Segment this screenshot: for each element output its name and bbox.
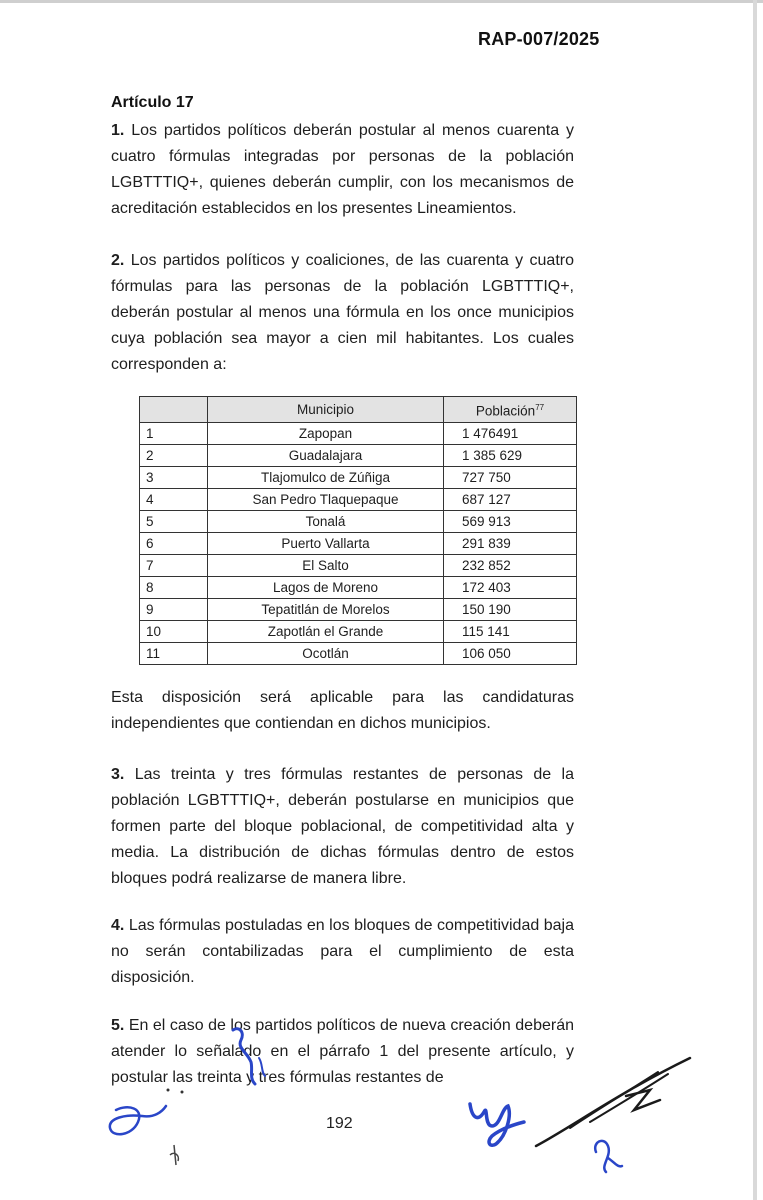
poblacion-cell: 727 750 — [444, 466, 577, 488]
table-row — [140, 598, 577, 620]
municipio-cell: Lagos de Moreno — [208, 576, 444, 598]
row-number-cell: 11 — [140, 642, 208, 664]
table-row — [140, 576, 577, 598]
municipio-cell: Tepatitlán de Morelos — [208, 598, 444, 620]
paragraph-2 — [111, 248, 574, 378]
poblacion-cell: 106 050 — [444, 642, 577, 664]
poblacion-label: Población — [475, 403, 536, 419]
table-row — [140, 620, 577, 642]
header-cell-municipio: Municipio — [208, 397, 444, 423]
paragraph-number: 5. — [111, 1017, 125, 1034]
poblacion-cell: 569 913 — [444, 510, 577, 532]
table-row — [140, 466, 577, 488]
row-number-cell: 4 — [140, 488, 208, 510]
page-number: 192 — [326, 1115, 353, 1132]
poblacion-cell: 687 127 — [444, 488, 577, 510]
municipios-table — [139, 396, 577, 665]
row-number-cell: 1 — [140, 422, 208, 444]
municipio-cell: San Pedro Tlaquepaque — [208, 488, 444, 510]
paragraph-4 — [111, 913, 574, 991]
table-row — [140, 554, 577, 576]
paragraph-text: Los partidos políticos y coaliciones, de las cuarenta y cuatro fórmulas para las personas de la población LGBTTTIQ+, deberán postular al menos una fórmula en los once municipios cuya población sea mayor a cien mil habitantes. Los cuales corresponden a: — [111, 252, 574, 373]
page-right-edge — [753, 0, 757, 1200]
municipio-cell: Guadalajara — [208, 444, 444, 466]
row-number-cell: 10 — [140, 620, 208, 642]
poblacion-cell: 172 403 — [444, 576, 577, 598]
paragraph-1 — [111, 118, 574, 222]
row-number-cell: 6 — [140, 532, 208, 554]
row-number-cell: 9 — [140, 598, 208, 620]
row-number-cell: 8 — [140, 576, 208, 598]
footnote-marker: 77 — [535, 403, 545, 412]
row-number-cell: 7 — [140, 554, 208, 576]
table-row — [140, 488, 577, 510]
signature-right — [530, 1050, 700, 1180]
row-number-cell: 2 — [140, 444, 208, 466]
paragraph-text: Las fórmulas postuladas en los bloques de competitividad baja no serán contabilizadas para el cumplimiento de esta disposición. — [111, 917, 574, 986]
document-code: RAP-007/2025 — [478, 29, 600, 49]
paragraph-number: 1. — [111, 122, 125, 139]
paragraph-number: 2. — [111, 252, 125, 269]
paragraph-3 — [111, 762, 574, 892]
table-row — [140, 444, 577, 466]
article-title: Artículo 17 — [111, 94, 194, 111]
municipio-cell: Tlajomulco de Zúñiga — [208, 466, 444, 488]
table-row — [140, 642, 577, 664]
poblacion-cell: 1 476491 — [444, 422, 577, 444]
municipio-cell: El Salto — [208, 554, 444, 576]
table-header-row — [140, 397, 577, 423]
table-row — [140, 422, 577, 444]
header-cell-poblacion — [444, 397, 577, 423]
paragraph-number: 4. — [111, 917, 125, 934]
table-row — [140, 532, 577, 554]
paragraph-number: 3. — [111, 766, 125, 783]
municipio-cell: Ocotlán — [208, 642, 444, 664]
municipio-cell: Zapotlán el Grande — [208, 620, 444, 642]
ink-dots — [160, 1085, 200, 1175]
municipio-cell: Zapopan — [208, 422, 444, 444]
paragraph-text: En el caso de los partidos políticos de nueva creación deberán atender lo señalado en el párrafo 1 del presente artículo, y postular las treinta y tres fórmulas restantes de — [111, 1017, 574, 1086]
paragraph-text: Las treinta y tres fórmulas restantes de personas de la población LGBTTTIQ+, deberán postularse en municipios que formen parte del bloque poblacional, de competitividad alta y media. La distribución de dichas fórmulas dentro de estos bloques podrá realizarse de manera libre. — [111, 766, 574, 887]
municipios-table-wrap — [139, 396, 577, 665]
top-border — [0, 0, 763, 3]
poblacion-cell: 150 190 — [444, 598, 577, 620]
note-paragraph: Esta disposición será aplicable para las candidaturas independientes que contiendan en dichos municipios. — [111, 689, 574, 732]
table-row — [140, 510, 577, 532]
header-cell-number — [140, 397, 208, 423]
row-number-cell: 5 — [140, 510, 208, 532]
signature-center — [462, 1086, 532, 1156]
paragraph-5 — [111, 1013, 574, 1091]
poblacion-cell: 1 385 629 — [444, 444, 577, 466]
paragraph-text: Los partidos políticos deberán postular al menos cuarenta y cuatro fórmulas integradas por personas de la población LGBTTTIQ+, quienes deberán cumplir, con los mecanismos de acreditación establecidos en los presentes Lineamientos. — [111, 122, 574, 217]
poblacion-cell: 232 852 — [444, 554, 577, 576]
poblacion-cell: 115 141 — [444, 620, 577, 642]
ink-mark-inline — [225, 1018, 285, 1098]
municipio-cell: Tonalá — [208, 510, 444, 532]
row-number-cell: 3 — [140, 466, 208, 488]
municipio-cell: Puerto Vallarta — [208, 532, 444, 554]
poblacion-cell: 291 839 — [444, 532, 577, 554]
